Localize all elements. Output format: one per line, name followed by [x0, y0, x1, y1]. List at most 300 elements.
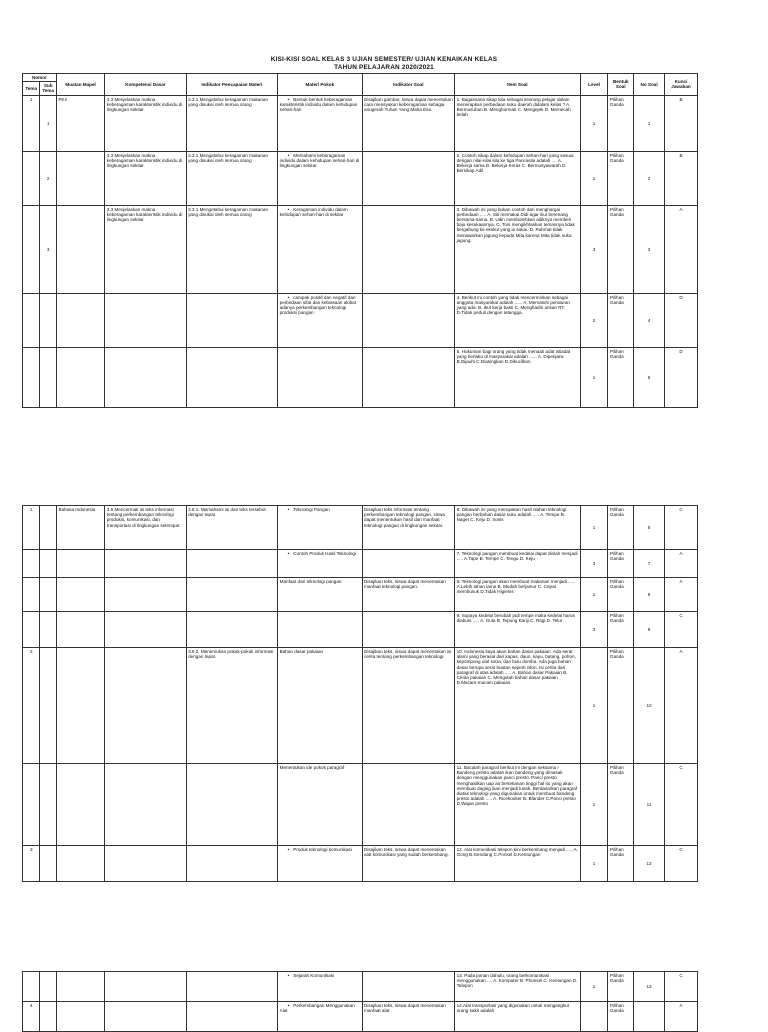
- cell-kunci-text: B: [679, 152, 683, 158]
- kisi-kisi-table: [22, 73, 698, 408]
- cell-item-text: 3. Dibawah ini yang bukan contoh dari menghargai perbedaan ..... A. Siti memakai Didi agar ikut berenang bersama-sama. B. Udin membolehkan adiknya membeli baju kesukaannya. C. Toni mengikhlaskan temannya tidak bergabung ke ekskul yang ia sukai. D. Rahmat tidak menawarkan jagung kepada Mita karena Mita tidak suka jagung.: [456, 206, 575, 243]
- cell-kunci-text: A: [679, 1003, 683, 1008]
- table-row: [23, 550, 698, 578]
- cell-subtema: [40, 293, 56, 347]
- cell-materi: [278, 347, 362, 407]
- table-row: [23, 205, 698, 293]
- cell-ipm-text: 3.3.1 Mengetahui keragaman makanan yang disukai oleh semua orang: [188, 96, 269, 107]
- cell-kunci-text: C: [679, 973, 683, 978]
- table-row: [23, 972, 698, 1002]
- cell-subtema-text: 3: [46, 246, 50, 252]
- cell-item: [455, 151, 581, 205]
- cell-bentuk-text: Pilihan Ganda: [609, 507, 624, 518]
- cell-indikator-text: Disajikan teks, siswa dapat menentukan manfaat teknologi pangan.: [364, 579, 446, 590]
- cell-kunci: [665, 972, 698, 1002]
- cell-bentuk-text: Pilihan Ganda: [609, 649, 624, 660]
- cell-bentuk: [608, 612, 634, 648]
- cell-level: [580, 550, 608, 578]
- cell-bentuk-text: Pilihan Ganda: [609, 152, 624, 163]
- cell-materi: [278, 550, 362, 578]
- cell-item: [455, 550, 581, 578]
- cell-tema: [23, 506, 40, 550]
- cell-nosoal: [634, 506, 665, 550]
- col-header-tema: Tema: [23, 82, 40, 95]
- cell-level: [580, 205, 608, 293]
- cell-item-text: 5. Hukuman bagi orang yang tidak menaati adat istiadat yang berlaku di masyarakat adalah ...... A. Dipenjara. B.Dijauhi C.Diasingkan D.Dikucilkan.: [456, 348, 571, 365]
- cell-item: [455, 764, 581, 846]
- cell-muatan: [56, 151, 104, 205]
- cell-materi: [278, 578, 362, 612]
- cell-subtema-text: 1: [46, 120, 50, 126]
- cell-kunci: [665, 347, 698, 407]
- cell-materi: [278, 972, 362, 1002]
- cell-kd-text: 3.3 Menjelaskan makna keberagaman karakteristik individu di lingkungan sekitar: [106, 152, 183, 169]
- cell-materi: [278, 846, 362, 882]
- cell-level-text: 1: [592, 120, 596, 126]
- cell-subtema: [40, 550, 56, 578]
- cell-item: [455, 1002, 581, 1032]
- table-row: [23, 506, 698, 550]
- cell-level-text: 3: [592, 626, 596, 632]
- cell-ipm: [186, 972, 278, 1002]
- cell-subtema: [40, 972, 56, 1002]
- cell-bentuk: [608, 151, 634, 205]
- cell-subtema: [40, 95, 56, 151]
- col-header-ipm: Indikator Pencapaian Materi: [186, 74, 278, 96]
- cell-indikator: [362, 972, 455, 1002]
- cell-materi-text: Manfaat dari teknologi pangan: [279, 579, 342, 584]
- cell-level: [580, 347, 608, 407]
- cell-item-text: 4. Berikut ini contoh yang tidak mencerminkan sebagai anggota masyarakat adalah ...... A. Mematuhi peraturan yang ada. B. Ikut kerja bakti C. Menghadiri arisan RT. D.Tidak peduli dengan tetangga.: [456, 294, 570, 316]
- cell-indikator: [362, 846, 455, 882]
- cell-subtema: [40, 151, 56, 205]
- cell-tema: [23, 293, 40, 347]
- cell-level: [580, 972, 608, 1002]
- cell-muatan-text: PKn: [58, 96, 68, 102]
- kisi-kisi-table-page2: [22, 505, 698, 882]
- cell-materi: [278, 648, 362, 764]
- cell-nosoal: [634, 293, 665, 347]
- cell-ipm: [186, 764, 278, 846]
- cell-kunci: [665, 95, 698, 151]
- cell-ipm: [186, 151, 278, 205]
- col-header-materi: Materi Pokok: [278, 74, 362, 96]
- cell-level: [580, 293, 608, 347]
- cell-subtema: [40, 612, 56, 648]
- cell-item-text: 13. Pada jaman dahulu, orang berkomunikasi menggunakan .... A. Komputer B. Phonsel C. Kentungan D. Telepon: [456, 973, 578, 989]
- cell-item-text: 8. Teknologi pangan akan membuat makanan menjadi ..... A.Lebih tahan lama B. Mudah berjamur C. Cepat membusuk D.Tidak Higienis: [456, 579, 575, 595]
- cell-kunci: [665, 648, 698, 764]
- cell-kd: [105, 846, 186, 882]
- cell-subtema: [40, 846, 56, 882]
- cell-subtema: [40, 578, 56, 612]
- cell-kunci: [665, 506, 698, 550]
- cell-muatan: [56, 347, 104, 407]
- table-row: [23, 293, 698, 347]
- cell-indikator: [362, 506, 455, 550]
- cell-nosoal-text: 3: [647, 246, 651, 252]
- cell-subtema: [40, 1002, 56, 1032]
- cell-kunci: [665, 550, 698, 578]
- cell-nosoal: [634, 1002, 665, 1032]
- cell-tema-text: 1: [29, 507, 33, 512]
- cell-tema-text: 2: [29, 649, 33, 654]
- document-subtitle: TAHUN PELAJARAN 2020/2021: [334, 64, 434, 71]
- cell-bentuk: [608, 95, 634, 151]
- cell-nosoal: [634, 612, 665, 648]
- cell-kunci: [665, 764, 698, 846]
- cell-level: [580, 648, 608, 764]
- col-header-kunci: Kunci Jawaban: [665, 74, 698, 96]
- cell-muatan: [56, 95, 104, 151]
- cell-bentuk-text: Pilihan Ganda: [609, 579, 624, 590]
- cell-materi: [278, 95, 362, 151]
- cell-indikator: [362, 1002, 455, 1032]
- cell-ipm-text: 3.6.1. Memahami isi dari teks tersebut dengan tepat.: [188, 507, 266, 518]
- cell-bentuk: [608, 205, 634, 293]
- cell-ipm: [186, 95, 278, 151]
- cell-bentuk-text: Pilihan Ganda: [609, 348, 624, 359]
- cell-kd: [105, 612, 186, 648]
- cell-item: [455, 293, 581, 347]
- cell-kd: [105, 347, 186, 407]
- cell-ipm-text: 3.3.1 Mengetahui keragaman makanan yang disukai oleh semua orang: [188, 206, 269, 217]
- cell-tema: [23, 1002, 40, 1032]
- cell-muatan: [56, 293, 104, 347]
- cell-level: [580, 846, 608, 882]
- cell-kd-text: 3.6 Mencermati isi teks informasi tentang perkembangan teknologi produksi, komunikasi, dan transportasi di lingkungan setempat: [106, 507, 180, 528]
- cell-subtema: [40, 648, 56, 764]
- cell-indikator: [362, 578, 455, 612]
- cell-indikator: [362, 648, 455, 764]
- cell-indikator-text: Disajikan teks, siswa dapat menentukan manfaat alat: [364, 1003, 446, 1014]
- cell-kunci-text: A: [679, 551, 683, 556]
- col-header-nomor: Nomor: [23, 74, 57, 82]
- cell-kunci: [665, 151, 698, 205]
- cell-kunci: [665, 205, 698, 293]
- table-row: [23, 648, 698, 764]
- cell-indikator-text: Disajikan teks, siswa dapat menentukan isi cerita tentang perkembangan teknologi.: [364, 649, 452, 660]
- cell-bentuk: [608, 293, 634, 347]
- cell-bentuk-text: Pilihan Ganda: [609, 765, 624, 776]
- col-header-indikator: Indikator Soal: [362, 74, 455, 96]
- cell-item-text: 1. Bagaimana sikap kita sebagai seorang pelajar dalam menerapkan perbedaan suku daerah didalam kelas ? A. Bermusuhan B. Menghormati C. Mengejek D. Memecah belah: [456, 96, 571, 118]
- cell-indikator: [362, 95, 455, 151]
- cell-nosoal: [634, 578, 665, 612]
- cell-tema: [23, 151, 40, 205]
- table-row: [23, 578, 698, 612]
- cell-bentuk: [608, 972, 634, 1002]
- cell-level-text: 1: [592, 175, 596, 181]
- cell-subtema: [40, 506, 56, 550]
- cell-materi: [278, 1002, 362, 1032]
- cell-tema: [23, 95, 40, 151]
- cell-ipm: [186, 648, 278, 764]
- cell-item: [455, 846, 581, 882]
- cell-item: [455, 205, 581, 293]
- cell-nosoal: [634, 972, 665, 1002]
- cell-bentuk-text: Pilihan Ganda: [609, 96, 624, 107]
- cell-bentuk-text: Pilihan Ganda: [609, 1003, 624, 1014]
- cell-kunci: [665, 1002, 698, 1032]
- cell-level: [580, 95, 608, 151]
- cell-subtema: [40, 347, 56, 407]
- cell-level: [580, 1002, 608, 1032]
- cell-nosoal: [634, 846, 665, 882]
- cell-kunci-text: B: [679, 96, 683, 102]
- cell-nosoal-text: 2: [647, 175, 651, 181]
- cell-subtema: [40, 205, 56, 293]
- cell-materi-text: Bahan dasar pakaian: [279, 649, 324, 654]
- cell-ipm: [186, 205, 278, 293]
- cell-muatan: [56, 550, 104, 578]
- cell-kd: [105, 1002, 186, 1032]
- cell-kunci-text: D: [679, 348, 683, 354]
- cell-indikator: [362, 550, 455, 578]
- cell-bentuk: [608, 648, 634, 764]
- cell-bentuk: [608, 347, 634, 407]
- cell-level-text: 3: [592, 560, 596, 566]
- cell-bentuk: [608, 1002, 634, 1032]
- cell-item: [455, 578, 581, 612]
- cell-materi-text: • campak positif dan negatif dari perbedaan sifat dan kebiasaan akibat adanya perkembangan teknologi produksi pangan: [280, 295, 356, 316]
- cell-kd-text: 3.3 Menjelaskan makna keberagaman karakteristik individu di lingkungan sekitar: [106, 206, 183, 223]
- cell-indikator: [362, 205, 455, 293]
- cell-materi-text: • Memahami keberagaman individu dalam kehidupan sehari-hari di lingkungan sekitar: [280, 153, 360, 168]
- cell-tema-text: 3: [29, 847, 33, 852]
- col-header-level: Level: [580, 74, 608, 96]
- cell-tema: [23, 846, 40, 882]
- cell-nosoal-text: 1: [647, 120, 651, 126]
- col-header-item: Item Soal: [455, 74, 581, 96]
- cell-muatan: [56, 1002, 104, 1032]
- table-row: [23, 612, 698, 648]
- cell-muatan: [56, 846, 104, 882]
- cell-kunci-text: D: [679, 294, 683, 300]
- cell-nosoal: [634, 95, 665, 151]
- cell-bentuk: [608, 550, 634, 578]
- cell-materi-text: • Bentuk-bentuk keberagaman karakteristik individu dalam kehidupan sehari-hari: [280, 97, 358, 112]
- cell-tema-text: 1: [29, 96, 33, 102]
- cell-bentuk: [608, 846, 634, 882]
- cell-tema: [23, 205, 40, 293]
- cell-item: [455, 95, 581, 151]
- cell-level-text: 1: [592, 702, 596, 708]
- cell-materi-text: • Contoh Produk Hasil Teknologi: [280, 551, 356, 556]
- cell-kunci: [665, 293, 698, 347]
- cell-kunci: [665, 846, 698, 882]
- cell-materi: [278, 506, 362, 550]
- cell-level: [580, 578, 608, 612]
- cell-materi-text: • Sejarah Komunikasi: [280, 973, 334, 978]
- cell-ipm: [186, 846, 278, 882]
- cell-bentuk: [608, 506, 634, 550]
- cell-level-text: 2: [592, 317, 596, 323]
- col-header-nosoal: No Soal: [634, 74, 665, 96]
- cell-muatan-text: Bahasa Indonesia: [58, 507, 96, 512]
- cell-kunci: [665, 612, 698, 648]
- cell-materi-text: Menentukan ide pokok paragraf: [279, 765, 345, 770]
- cell-nosoal-text: 7: [647, 560, 651, 566]
- cell-kunci-text: C: [679, 847, 683, 852]
- cell-ipm: [186, 506, 278, 550]
- col-header-bentuk: Bentuk Soal: [608, 74, 634, 96]
- cell-item: [455, 648, 581, 764]
- cell-ipm: [186, 293, 278, 347]
- cell-nosoal-text: 5: [647, 374, 651, 380]
- cell-ipm: [186, 550, 278, 578]
- cell-bentuk-text: Pilihan Ganda: [609, 973, 624, 984]
- col-header-muatan: Muatan Mapel: [56, 74, 104, 96]
- table-row: [23, 347, 698, 407]
- cell-subtema: [40, 764, 56, 846]
- cell-materi-text: • Keragaman individu dalam kehidupan sehari-hari di sekitar: [280, 207, 348, 217]
- cell-materi: [278, 764, 362, 846]
- cell-bentuk-text: Pilihan Ganda: [609, 613, 624, 624]
- cell-nosoal-text: 10: [646, 702, 652, 708]
- cell-kunci-text: C: [679, 765, 683, 770]
- cell-ipm: [186, 578, 278, 612]
- cell-level: [580, 151, 608, 205]
- cell-level-text: 1: [592, 983, 596, 989]
- table-row: [23, 1002, 698, 1032]
- document-title: KISI-KISI SOAL KELAS 3 UJIAN SEMESTER/ UJIAN KENAIKAN KELAS: [270, 56, 498, 63]
- cell-level-text: 1: [592, 860, 596, 866]
- cell-item: [455, 612, 581, 648]
- cell-tema: [23, 648, 40, 764]
- cell-muatan: [56, 205, 104, 293]
- table-row: [23, 95, 698, 151]
- cell-nosoal-text: 4: [647, 317, 651, 323]
- cell-ipm-text: 3.6.2. Menemukan pokok-pokok informasi dengan tepat.: [188, 649, 274, 660]
- cell-bentuk: [608, 578, 634, 612]
- cell-tema: [23, 972, 40, 1002]
- col-header-kd: Kompetensi Dasar: [105, 74, 186, 96]
- cell-item: [455, 347, 581, 407]
- cell-kd: [105, 293, 186, 347]
- table-row: [23, 846, 698, 882]
- cell-nosoal: [634, 151, 665, 205]
- cell-nosoal: [634, 648, 665, 764]
- cell-nosoal-text: 6: [647, 524, 651, 530]
- cell-kd-text: 3.3 Menjelaskan makna keberagaman karakteristik individu di lingkungan sekitar: [106, 96, 183, 113]
- cell-muatan: [56, 578, 104, 612]
- cell-nosoal-text: 12: [646, 860, 652, 866]
- cell-bentuk-text: Pilihan Ganda: [609, 206, 624, 217]
- cell-ipm: [186, 347, 278, 407]
- cell-kunci: [665, 578, 698, 612]
- cell-kd: [105, 205, 186, 293]
- cell-nosoal-text: 9: [647, 626, 651, 632]
- cell-nosoal: [634, 347, 665, 407]
- cell-muatan: [56, 972, 104, 1002]
- kisi-kisi-table-page3: [22, 971, 698, 1032]
- cell-materi-text: • Teknologi Pangan: [280, 507, 330, 512]
- cell-subtema-text: 2: [46, 175, 50, 181]
- cell-kunci-text: A: [679, 649, 683, 654]
- cell-materi-text: • Produk teknologi komunikasi: [280, 847, 352, 852]
- cell-kunci-text: A: [679, 206, 683, 212]
- cell-item-text: 7. Teknologi pangan membuat kedelai dapat diolah menjadi ..... A.Tape B. Tempe C. Tengu D. Keju: [456, 551, 578, 562]
- cell-level: [580, 764, 608, 846]
- cell-item: [455, 972, 581, 1002]
- table-row: [23, 151, 698, 205]
- cell-materi: [278, 612, 362, 648]
- cell-item-text: 6. Dibawah ini yang merupakan hasil olahan teknologi pangan berbahan dasar suku adalah ..... A. Tempe B. Naget C. Keju D. Sosis: [456, 507, 567, 523]
- cell-tema: [23, 612, 40, 648]
- cell-level-text: 1: [592, 591, 596, 597]
- cell-indikator: [362, 347, 455, 407]
- cell-tema: [23, 764, 40, 846]
- cell-nosoal-text: 13: [646, 983, 652, 989]
- cell-nosoal: [634, 550, 665, 578]
- cell-tema: [23, 550, 40, 578]
- cell-muatan: [56, 648, 104, 764]
- cell-kd: [105, 578, 186, 612]
- cell-kunci-text: A: [679, 579, 683, 584]
- cell-item-text: 11. Bacalah paragraf berikut ini dengan seksama ! Bandeng presto adalah ikan bandeng yang dimasak dengan menggunakan panci presto. Panci presto menghasilkan uap air bertekanan tinggi hal itu yang akan membuat daging ikan menjadi lunak. Berdasarkan paragraf diatas teknologi yang digunakan untuk membuat bandeng presto adalah ..... A. Ricekooker B. Blander C.Panci presto D.Wajan presto: [456, 765, 578, 807]
- cell-level: [580, 612, 608, 648]
- cell-indikator: [362, 612, 455, 648]
- cell-indikator-text: Disajikan teks, siswa dapat menentukan alat komunikasi yang sudah berkembang.: [364, 847, 449, 858]
- cell-kd: [105, 95, 186, 151]
- cell-bentuk-text: Pilihan Ganda: [609, 551, 624, 562]
- cell-level-text: 3: [592, 246, 596, 252]
- cell-materi: [278, 151, 362, 205]
- cell-level-text: 1: [592, 524, 596, 530]
- cell-materi-text: • Perkembangan Menggunakan Alat: [280, 1003, 355, 1013]
- cell-kd: [105, 550, 186, 578]
- cell-indikator-text: Disajikan teks informasi tentang perkembangan teknologi pangan, siswa dapat menentukan hasil dari manfaat teknologi pangan di lingkungan sekitar.: [364, 507, 445, 528]
- cell-ipm: [186, 1002, 278, 1032]
- cell-indikator: [362, 151, 455, 205]
- cell-indikator: [362, 764, 455, 846]
- cell-materi: [278, 293, 362, 347]
- table-row: [23, 764, 698, 846]
- cell-bentuk: [608, 764, 634, 846]
- cell-item: [455, 506, 581, 550]
- cell-nosoal-text: 8: [647, 591, 651, 597]
- cell-muatan: [56, 764, 104, 846]
- cell-muatan: [56, 612, 104, 648]
- cell-muatan: [56, 506, 104, 550]
- cell-level-text: 1: [592, 374, 596, 380]
- cell-nosoal: [634, 205, 665, 293]
- cell-ipm-text: 3.3.1 Mengetahui keragaman makanan yang disukai oleh semua orang: [188, 152, 269, 163]
- cell-bentuk-text: Pilihan Ganda: [609, 294, 624, 305]
- cell-nosoal-text: 11: [646, 801, 652, 807]
- cell-kunci-text: C: [679, 613, 683, 618]
- cell-kunci-text: C: [679, 507, 683, 512]
- cell-ipm: [186, 612, 278, 648]
- cell-kd: [105, 151, 186, 205]
- cell-item-text: 12. Alat komunikasi telepon kini berkembang menjadi ..... A. Gong B.Gendang C.Ponsel D.Kentungan: [456, 847, 578, 858]
- cell-tema: [23, 578, 40, 612]
- cell-nosoal: [634, 764, 665, 846]
- cell-kd: [105, 764, 186, 846]
- cell-level-text: 1: [592, 801, 596, 807]
- cell-kd: [105, 648, 186, 764]
- cell-kd: [105, 972, 186, 1002]
- cell-indikator: [362, 293, 455, 347]
- cell-bentuk-text: Pilihan Ganda: [609, 847, 624, 858]
- cell-materi: [278, 205, 362, 293]
- cell-tema-text: 4: [29, 1003, 33, 1008]
- cell-item-text: 10. Indonesia kaya akan bahan dasar pakaian. Ada serat alami yang berasal dari kapas, daun, kayu, batang, pohon, kepompong ulat sutra, dan bulu domba. Ada juga bahan dasar berupa serat buatan seperti nilon. Isi cerita dari paragraf di atas adalah ..... A. Bahan dasar Pakaian B. Cerita pakaian C. Mengolah bahan dasar pakaian D.Macam-macam pakaian.: [456, 649, 576, 686]
- col-header-subtema: Sub Tema: [40, 82, 56, 95]
- cell-item-text: 14.Alat transportasi yang digunakan untuk mengangkut orang sakit adalah: [456, 1003, 569, 1014]
- cell-kd: [105, 506, 186, 550]
